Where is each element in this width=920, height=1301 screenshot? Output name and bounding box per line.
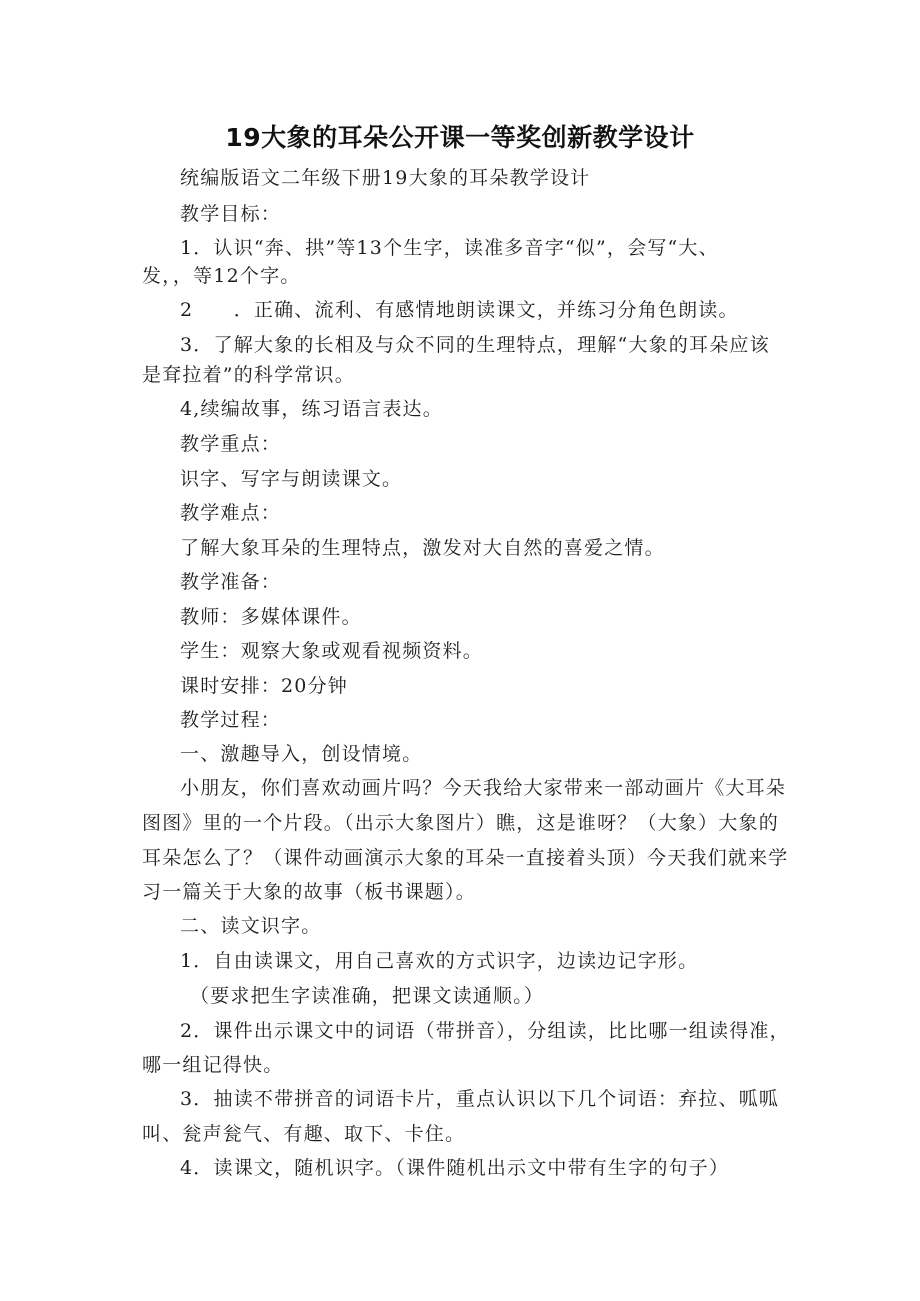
- step-1-heading: 一、激趣导入，创设情境。: [180, 743, 423, 765]
- step-1-para-line-4: 习一篇关于大象的故事（板书课题）。: [142, 881, 476, 903]
- step-1-para-line-3: 耳朵怎么了？（课件动画演示大象的耳朵一直接着头顶）今天我们就来学: [142, 847, 789, 869]
- step-1-para-line-2: 图图》里的一个片段。（出示大象图片）瞧，这是谁呀？（大象）大象的: [142, 812, 779, 834]
- step-2-item-1-note: （要求把生字读准确，把课文读通顺。）: [190, 985, 545, 1007]
- subtitle-line: 统编版语文二年级下册19大象的耳朵教学设计: [180, 167, 591, 189]
- step-2-item-2-line-2: 哪一组记得快。: [142, 1054, 284, 1076]
- section-heading-process: 教学过程：: [180, 709, 282, 731]
- step-2-item-3-line-2: 叫、瓮声瓮气、有趣、取下、卡住。: [142, 1123, 466, 1145]
- preparation-student: 学生：观察大象或观看视频资料。: [180, 640, 484, 662]
- schedule-line: 课时安排：20分钟: [180, 675, 348, 697]
- section-heading-key-points: 教学重点：: [180, 433, 282, 455]
- goal-1-line-1: 1．认识“奔、拱”等13个生字，读准多音字“似”，会写“大、: [180, 237, 719, 259]
- section-heading-preparation: 教学准备：: [180, 571, 282, 593]
- document-title: 19大象的耳朵公开课一等奖创新教学设计: [225, 123, 695, 152]
- goal-2: 2 ．正确、流利、有感情地朗读课文，并练习分角色朗读。: [180, 299, 739, 321]
- goal-4: 4,续编故事，练习语言表达。: [180, 398, 443, 420]
- section-heading-goals: 教学目标：: [180, 203, 282, 225]
- step-2-item-4: 4．读课文，随机识字。（课件随机出示文中带有生字的句子）: [180, 1157, 730, 1179]
- step-1-para-line-1: 小朋友，你们喜欢动画片吗？今天我给大家带来一部动画片《大耳朵: [180, 777, 787, 799]
- step-2-heading: 二、读文识字。: [180, 915, 322, 937]
- step-2-item-2-line-1: 2．课件出示课文中的词语（带拼音），分组读，比比哪一组读得准，: [180, 1020, 790, 1042]
- difficulties-text: 了解大象耳朵的生理特点，激发对大自然的喜爱之情。: [180, 537, 665, 559]
- section-heading-difficulties: 教学难点：: [180, 502, 282, 524]
- key-points-text: 识字、写字与朗读课文。: [180, 468, 403, 490]
- step-2-item-1: 1．自由读课文，用自己喜欢的方式识字，边读边记字形。: [180, 950, 699, 972]
- preparation-teacher: 教师：多媒体课件。: [180, 606, 362, 628]
- goal-3-line-2: 是耷拉着”的科学常识。: [142, 364, 355, 386]
- goal-1-line-2: 发，，等12个字。: [142, 265, 301, 287]
- step-2-item-3-line-1: 3．抽读不带拼音的词语卡片，重点认识以下几个词语：弃拉、呱呱: [180, 1088, 780, 1110]
- goal-3-line-1: 3．了解大象的长相及与众不同的生理特点，理解“大象的耳朵应该: [180, 334, 770, 356]
